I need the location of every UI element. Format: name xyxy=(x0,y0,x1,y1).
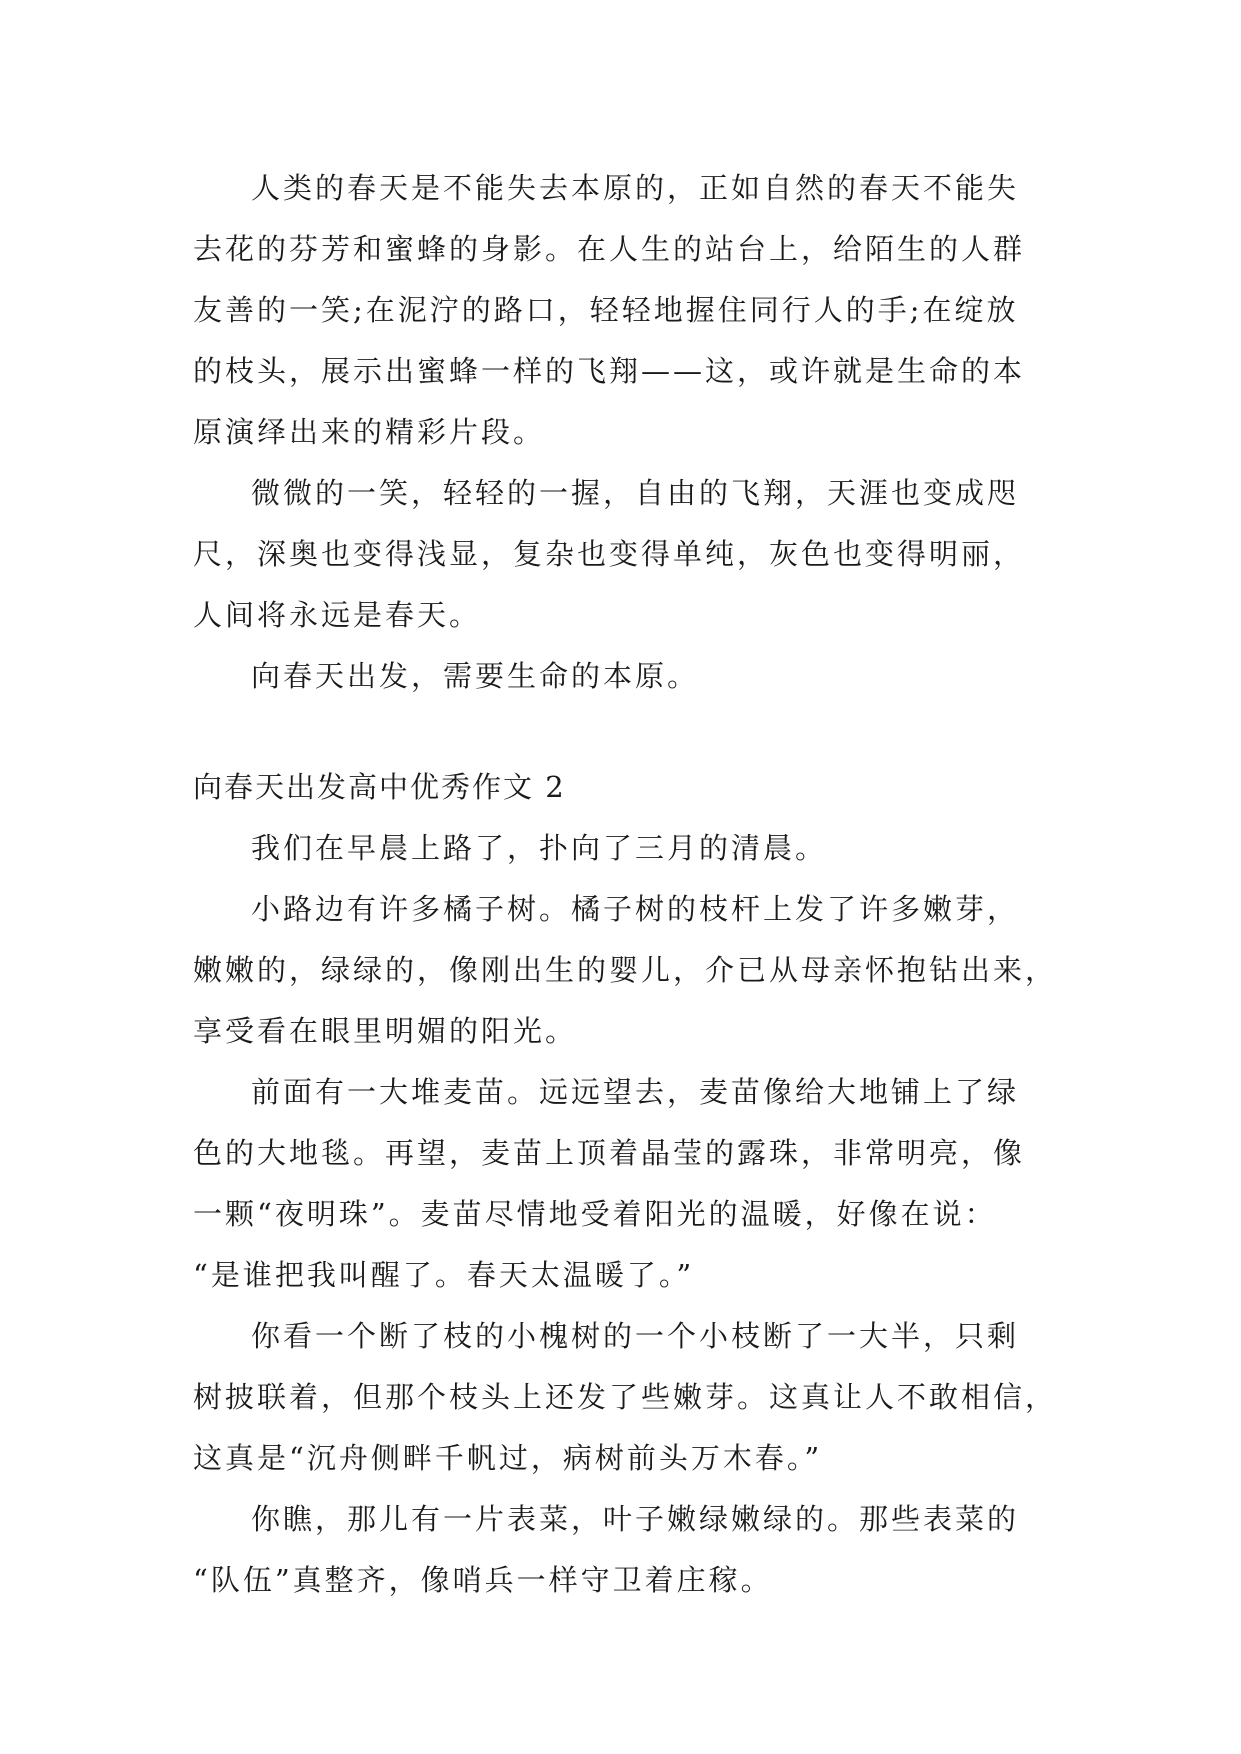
text-line: 尺，深奥也变得浅显，复杂也变得单纯，灰色也变得明丽， xyxy=(193,537,1026,571)
text-line: 色的大地毯。再望，麦苗上顶着晶莹的露珠，非常明亮，像 xyxy=(193,1136,1026,1170)
text-line: 我们在早晨上路了，扑向了三月的清晨。 xyxy=(251,831,828,865)
paragraph xyxy=(193,646,1048,707)
text-line: “是谁把我叫醒了。春天太温暖了。” xyxy=(193,1258,695,1292)
text-line: 这真是“沉舟侧畔千帆过，病树前头万木春。” xyxy=(193,1441,823,1475)
text-line: 的枝头，展示出蜜蜂一样的飞翔——这，或许就是生命的本 xyxy=(193,354,1026,388)
text-line: 树披联着，但那个枝头上还发了些嫩芽。这真让人不敢相信， xyxy=(193,1380,1058,1414)
paragraph xyxy=(193,1489,1048,1611)
paragraph xyxy=(193,818,1048,879)
paragraph xyxy=(193,463,1048,646)
paragraph xyxy=(193,1062,1048,1306)
text-line: 前面有一大堆麦苗。远远望去，麦苗像给大地铺上了绿 xyxy=(251,1075,1020,1109)
text-line: “队伍”真整齐，像哨兵一样守卫着庄稼。 xyxy=(193,1563,773,1597)
section-title: 向春天出发高中优秀作文 2 xyxy=(193,770,566,804)
text-line: 微微的一笑，轻轻的一握，自由的飞翔，天涯也变成咫 xyxy=(251,476,1020,510)
text-line: 小路边有许多橘子树。橘子树的枝杆上发了许多嫩芽， xyxy=(251,892,1020,926)
text-line: 你瞧，那儿有一片表菜，叶子嫩绿嫩绿的。那些表菜的 xyxy=(251,1502,1020,1536)
text-line: 你看一个断了枝的小槐树的一个小枝断了一大半，只剩 xyxy=(251,1319,1020,1353)
paragraph xyxy=(193,1306,1058,1489)
text-line: 人间将永远是春天。 xyxy=(193,598,482,632)
text-line: 原演绎出来的精彩片段。 xyxy=(193,415,546,449)
document-body xyxy=(193,158,1058,1611)
paragraph xyxy=(193,158,1048,463)
paragraph xyxy=(193,879,1058,1062)
text-line: 享受看在眼里明媚的阳光。 xyxy=(193,1014,578,1048)
text-line: 向春天出发，需要生命的本原。 xyxy=(251,659,700,693)
text-line: 人类的春天是不能失去本原的，正如自然的春天不能失 xyxy=(251,171,1020,205)
text-line: 友善的一笑;在泥泞的路口，轻轻地握住同行人的手;在绽放 xyxy=(193,293,1019,327)
text-line: 去花的芬芳和蜜蜂的身影。在人生的站台上，给陌生的人群 xyxy=(193,232,1026,266)
text-line: 一颗“夜明珠”。麦苗尽情地受着阳光的温暖，好像在说： xyxy=(193,1197,997,1231)
text-line: 嫩嫩的，绿绿的，像刚出生的婴儿，介已从母亲怀抱钻出来， xyxy=(193,953,1058,987)
